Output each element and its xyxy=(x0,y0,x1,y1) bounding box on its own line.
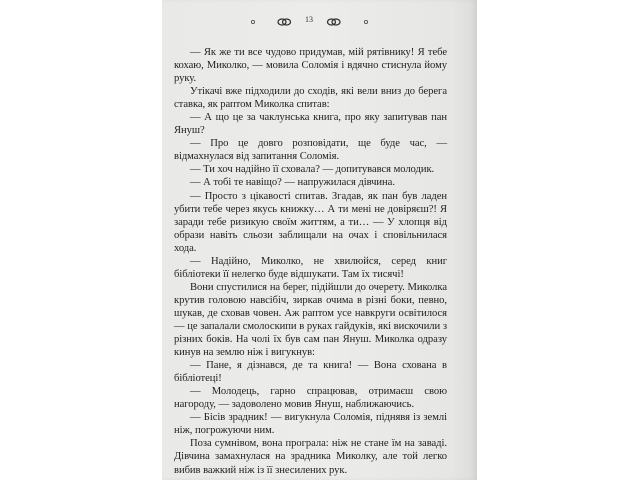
paragraph: Утікачі вже підходили до сходів, які вели вниз до берега ставка, як раптом Миколка спитав: xyxy=(174,86,447,111)
paragraph: — Надійно, Миколко, не хвилюйся, серед книг бібліотеки її нелегко буде відшукати. Там їх тисячі! xyxy=(174,255,447,280)
page-number: 13 xyxy=(305,15,313,24)
page-body xyxy=(174,46,447,477)
paragraph: — Молодець, гарно спрацював, отримаєш свою нагороду, — задоволено мовив Януш, наближаючись. xyxy=(174,386,447,411)
paragraph: — А що це за чаклунська книга, про яку запитував пан Януш? xyxy=(174,112,447,137)
paragraph: Поза сумнівом, вона програла: ніж не стане їм на заваді. Дівчина замахнулася на зрадника Миколку, але той легко вибив важкий ніж із її знесилених рук. xyxy=(174,438,447,476)
paragraph: — Про це довго розповідати, ще буде час, — відмахнулася від запитання Соломія. xyxy=(174,138,447,163)
page-header xyxy=(202,14,416,30)
book-page xyxy=(162,0,477,480)
paragraph: — Просто з цікавості спитав. Згадав, як пан був ладен убити тебе через якусь книжку… А ти мені не довіряєш?! Я заради тебе ризикую своїм життям, а ти… — У хлопця від образи навіть сльози заблищали на очах і сповільнилася хода. xyxy=(174,190,447,254)
paragraph: — Бісів зрадник! — вигукнула Соломія, піднявя із землі ніж, погрожуючи ним. xyxy=(174,412,447,437)
paragraph: — А тобі те навіщо? — напружилася дівчина. xyxy=(190,177,395,189)
paragraph: — Ти хоч надійно її сховала? — допитувався молодик. xyxy=(190,164,435,176)
paragraph: Вони спустилися на берег, підійшли до очерету. Миколка крутив головою навсібіч, зиркав очима в різні боки, певно, шукав, де сховав човен. Аж раптом усе навкруги освітилося — це запалали смолоскипи в руках гайдуків, які вискочили з різних боків. На чолі їх був сам пан Януш. Миколка одразу кинув на землю ніж і вигукнув: xyxy=(174,281,447,359)
paragraph: — Як же ти все чудово придумав, мій рятівнику! Я тебе кохаю, Миколко, — мовила Соломія і вдячно стиснула йому руку. xyxy=(174,47,447,85)
paragraph: — Пане, я дізнався, де та книга! — Вона схована в бібліотеці! xyxy=(174,360,447,385)
